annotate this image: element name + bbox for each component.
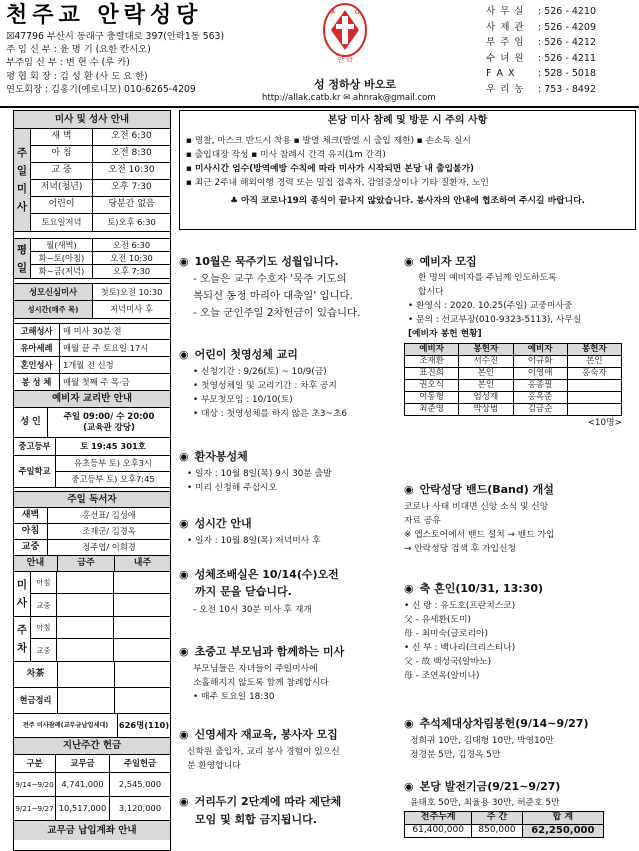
sacrament-row: 고해성사 매 미사 30분 전	[14, 323, 170, 340]
readers-heading: 주일 독서자	[14, 491, 170, 508]
table-header-row: 전주누계 주 간 합 계	[405, 811, 604, 824]
table-row: 최준영 박상범 김금순	[405, 403, 622, 415]
adoration-section: ◉ 성체조배실은 10/14(수)오전 까지 문을 닫습니다. - 오전 10시 30분 미사 후 재개	[179, 568, 339, 615]
bullet-icon: ◉	[404, 255, 414, 268]
holy-hour-section: ◉ 성시간 안내 • 일자 : 10월 8일(목) 저녁미사 후	[179, 517, 321, 546]
covid-notice-box	[179, 110, 636, 230]
sunday-mass-group	[14, 129, 170, 232]
mass-row: 저녁(청년) 오후 7:30	[31, 180, 170, 197]
development-fund-section: ◉ 본당 발전기금(9/21~9/27) 윤태호 50만, 최율용 30만, 허준호 5만 전주누계 주 간 합 계 61,400,000 850,000 62,250,000	[404, 780, 604, 838]
reader-row: 교중 정주엽/ 이희경	[14, 540, 170, 556]
catechumen-table	[404, 343, 622, 416]
band-section: ◉ 안락성당 밴드(Band) 개설 코로나 사태 비대면 신앙 소식 및 신앙 자료 공유 ※ 앱스토어에서 밴드 설치 → 밴드 가입 → 안락성당 검색 후 가입신청	[404, 483, 555, 554]
contact-row: 우 리 농 : 753 - 8492	[486, 83, 596, 95]
mass-schedule-heading: 미사 및 성사 안내	[14, 111, 170, 129]
service-heading-row: 안내 금주 내주	[14, 556, 170, 572]
offering-heading: 지난주간 헌금	[14, 738, 170, 755]
mass-row: 화~금(저녁) 오후 7:30	[31, 265, 170, 278]
rosary-section: ◉ 10월은 묵주기도 성월입니다. - 오늘은 교구 수호자 '묵주 기도의 복되신 동정 마리아 대축일' 입니다. - 오늘 군인주일 2차헌금이 있습니다.	[179, 255, 361, 319]
offering-row: 9/21~9/27 10,517,000 3,120,000	[14, 797, 170, 821]
table-row: 61,400,000 850,000 62,250,000	[405, 824, 604, 838]
volunteer-section: ◉ 신영세자 재교육, 봉사자 모집 신학원 출입자, 교리 봉사 경험이 있으신 분 환영합니다	[179, 728, 340, 771]
council-president: 평 협 회 장 : 김 성 환 (사 도 요 한)	[6, 70, 148, 82]
bullet-icon: ◉	[404, 483, 414, 496]
sick-communion-section: ◉ 환자봉성체 • 일자 : 10월 8일(목) 9시 30분 출발 • 미리 신청해 주십시오	[179, 450, 332, 493]
sacrament-row: 봉 성 체 매월 첫째 주 목·금	[14, 374, 170, 391]
pastor: 주 임 신 부 : 윤 명 기 (요한 칸시오)	[6, 44, 151, 56]
bullet-icon: ◉	[179, 728, 189, 741]
youth-leader: 연도회장 : 김홍기(예로니모) 010-6265-4209	[6, 83, 196, 95]
svg-text:A: A	[331, 9, 336, 16]
family-mass-section: ◉ 초중고 부모님과 함께하는 미사 부모님들은 자녀들이 주일미사에 소홀해지지 않도록 함께 참례합시다 • 매주 토요일 18:30	[179, 645, 345, 702]
service-group-mass: 미 사 아침 교중	[14, 572, 170, 617]
offering-header-row: 구분 교무금 주일헌금	[14, 755, 170, 773]
bullet-icon: ◉	[179, 255, 189, 268]
bullet-icon: ◉	[179, 795, 189, 808]
parish-title: 천주교 안락성당	[6, 3, 203, 28]
contact-row: F A X : 528 - 5018	[486, 68, 596, 79]
svg-text:Ω: Ω	[355, 9, 360, 16]
adult-catechism-row: 성 인 주일 09:00/ 수 20:00 (교육관 강당)	[14, 408, 170, 438]
bulletin-header	[0, 0, 639, 106]
wedding-section: ◉ 축 혼인(10/31, 13:30) • 신 랑 : 유도호(프란치스코) 父 - 유세환(도미) 母 - 최미숙(글로리아) • 신 부 : 백나리(크리스티나) 父 - 故 백성국(알바노) 母 - 조연옥(알비나)	[404, 582, 544, 681]
chuseok-offering-section: ◉ 추석제대상차림봉헌(9/14~9/27) 정희귀 10만, 김태형 10만, 박영10만 정경분 5만, 김경옥 5만	[404, 717, 589, 760]
mass-attendance-row: 전주 미사참례(교무금납입세대) 626명(110)	[14, 714, 170, 738]
distancing-section: ◉ 거리두기 2단계에 따라 제단체 모임 및 회합 금지됩니다.	[179, 795, 342, 826]
contact-row: 부 주 임 : 526 - 4212	[486, 37, 596, 48]
catechism-heading: 예비자 교리반 안내	[14, 391, 170, 408]
bullet-icon: ◉	[404, 780, 414, 793]
contact-row: 사 제 관 : 526 - 4209	[486, 21, 596, 33]
website-email[interactable]: http://allak.catb.kr ✉ ahnrak@gmail.com	[262, 93, 436, 103]
reader-row: 새벽 홍선표/ 김성애	[14, 508, 170, 524]
first-communion-section: ◉ 어린이 첫영성체 교리 • 신청기간 : 9/26(토) ~ 10/9(금) • 첫영성체일 및 교리기간 : 차후 공지 • 부모첫모임 : 10/10(토) • 대상 : 첫영성체를 하지 않은 초3~초6	[179, 348, 347, 419]
parish-info	[6, 30, 286, 96]
cash-row: 현금정리	[14, 688, 170, 714]
contact-list	[486, 4, 636, 97]
parish-logo-icon	[322, 2, 368, 64]
announcements-column	[179, 255, 397, 851]
contact-row: 사 무 실 : 526 - 4210	[486, 6, 596, 17]
sunday-mass-label: 주 일 미 사	[14, 129, 31, 231]
header-divider	[0, 106, 639, 108]
bullet-icon: ◉	[404, 582, 414, 595]
catechumen-total: <10명>	[587, 417, 622, 428]
weekday-mass-label: 평 일	[14, 239, 31, 278]
bullet-icon: ◉	[179, 568, 189, 581]
sunday-school-row: 주일학교 유초등부 토) 오후3시 중고등부 토) 오후7:45	[14, 456, 170, 488]
contact-row: 수 녀 원 : 526 - 4211	[486, 52, 596, 64]
notice-line: ▪ 미사시간 엄수(방역예방 수칙에 따라 미사가 시작되면 본당 내 출입불가)	[186, 163, 475, 174]
notice-list	[186, 134, 629, 190]
bullet-icon: ◉	[404, 717, 414, 730]
weekday-mass-group	[14, 238, 170, 279]
tea-row: 차茶	[14, 662, 170, 688]
table-row: 이동형 엄성재 홍옥준	[405, 391, 622, 403]
bullet-icon: ◉	[179, 450, 189, 463]
table-row: 조재환 서수진 이규화 본인	[405, 355, 622, 367]
service-group-parking: 주 차 아침 교중	[14, 617, 170, 662]
news-column	[404, 255, 636, 851]
sacrament-row: 혼인성사 1개월 전 신청	[14, 357, 170, 374]
mass-row: 월(새벽) 오전 6:30	[31, 239, 170, 252]
mass-row: 교 중 오전 10:30	[31, 163, 170, 180]
reader-row: 아침 조재군/ 김경옥	[14, 524, 170, 540]
heart-mass-row: 성모신심미사 첫토)오전 10:30	[14, 283, 170, 301]
assistant-pastor: 부주임 신 부 : 변 현 수 (루 카)	[6, 57, 130, 69]
holy-hour-row: 성시간(매주 목) 저녁미사 후	[14, 301, 170, 319]
sacrament-row: 유아세례 매월 끝 주 토요일 17시	[14, 340, 170, 357]
mass-row: 아 침 오전 8:30	[31, 146, 170, 163]
development-fund-table	[404, 811, 604, 839]
bullet-icon: ◉	[179, 517, 189, 530]
logo-text: 안 락	[337, 56, 353, 64]
table-row: 권오식 본인 홍종필	[405, 379, 622, 391]
schedule-column	[13, 110, 171, 851]
notice-line: ▪ 출입대장 작성 ▪ 미사 참례시 간격 유지(1m 간격)	[186, 149, 386, 160]
address: ☒47796 부산시 동래구 충렬대로 397(안락1동 563)	[6, 31, 225, 42]
offering-row: 9/14~9/20 4,741,000 2,545,000	[14, 773, 170, 797]
notice-line: ▪ 명찰, 마스크 반드시 착용 ▪ 발열 체크(발열 시 출입 제한) ▪ 손소독 실시	[186, 135, 471, 146]
mass-row: 화~토(아침) 오전 10:30	[31, 252, 170, 265]
youth-catechism-row: 중고등부 토 19:45 301호	[14, 438, 170, 456]
bullet-icon: ◉	[179, 645, 189, 658]
mass-row: 어린이 당분간 없음	[31, 197, 170, 214]
catechumen-section: ◉ 예비자 모집 한 명의 예비자를 주님께 인도하도록 합시다 • 환영식 : 2020. 10.25(주일) 교중미사중 • 문의 : 선교부장(010-9323-5113), 사무실 [예비자 봉헌 현황] 예비자 봉헌자 예비자 봉헌자 조재환 서수진 이규화 본인 표진희 본인 이영애 홍숙자 권오식 본인 홍종필 이동형 엄성재 홍옥준 최준영 박상범 김금순 <10명>	[404, 255, 622, 428]
bullet-icon: ◉	[179, 348, 189, 361]
table-header-row: 예비자 봉헌자 예비자 봉헌자	[405, 343, 622, 355]
notice-title: 본당 미사 참례 및 방문 시 주의 사항	[327, 115, 488, 126]
patron-saint: 성 정하상 바오로	[313, 78, 397, 91]
mass-row: 새 벽 오전 6:30	[31, 129, 170, 146]
notice-line: ▪ 최근 2주내 해외여행 경력 또는 밀접 접촉자, 감염증상이나 기타 질환자, 노인	[186, 177, 489, 188]
mass-row: 토요일저녁 토)오후 6:30	[31, 214, 170, 231]
notice-footer: ♣ 아직 코로나19의 종식이 끝나지 않았습니다. 봉사자의 안내에 협조하여 주시길 바랍니다.	[230, 195, 585, 206]
table-row: 표진희 본인 이영애 홍숙자	[405, 367, 622, 379]
account-heading: 교무금 납입계좌 안내	[14, 821, 170, 840]
